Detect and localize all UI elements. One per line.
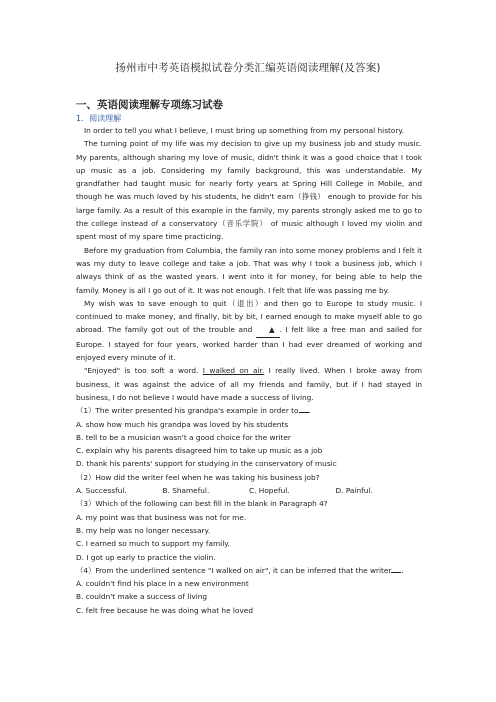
answer-blank [391, 565, 404, 575]
question-4-end: . [401, 565, 404, 575]
question-2-option-c: C. Hopeful. [249, 486, 290, 496]
question-1-text: （1）The writer presented his grandpa's example in order to [76, 406, 299, 416]
question-1-option-a: A. show how much his grandpa was loved by his students [76, 419, 289, 429]
question-4-text: （4）From the underlined sentence "I walked on air", it can be inferred that the writer [76, 565, 392, 575]
passage-paragraph-4 [76, 297, 422, 364]
passage-paragraph: Before my graduation from Columbia, the family ran into some money problems and I felt it was my duty to leave college and take a job. That was why I took a business job, which I always think of as the wasted years. I went into it for money, for being able to help the family. Money is all I go out of it. It was not enough. I felt that life was passing me by. [76, 245, 422, 295]
answer-blank [299, 405, 311, 416]
fill-in-blank: ▲ [256, 323, 280, 337]
question-1-option-d: D. thank his parents' support for studying in the conservatory of music [76, 459, 337, 469]
underlined-sentence: I walked on air. [202, 366, 265, 376]
question-3-option-a: A. my point was that business was not for me. [76, 512, 247, 522]
question-1-option-b: B. tell to be a musician wasn't a good choice for the writer [76, 432, 291, 442]
question-3-option-d: D. I got up early to practice the violin. [76, 552, 216, 562]
paragraph-4-text-end: . I felt like a free man and sailed for Europe. I stayed for four years, worked harder than I had ever dreamed of working and enjoyed every minute of it. [76, 325, 422, 363]
passage-paragraph-5 [76, 364, 422, 404]
question-2-stem: （2）How did the writer feel when he was taking his business job? [76, 472, 320, 482]
question-3-option-c: C. I earned so much to support my family. [76, 539, 230, 549]
question-3-option-b: B. my help was no longer necessary. [76, 525, 211, 535]
passage-body [76, 124, 422, 617]
question-4-option-a: A. couldn't find his place in a new environment [76, 579, 249, 589]
question-1-stem [76, 404, 422, 417]
question-3-stem: （3）Which of the following can best fill in the blank in Paragraph 4? [76, 499, 328, 509]
paragraph-5-text-end: I really lived. When I broke away from business, it was against the advice of all my friends and family, but if I had stayed in business, I do not believe I would have made a success of living. [76, 366, 422, 402]
question-subheading: 1．阅读理解 [76, 114, 122, 123]
question-4-option-c: C. felt free because he was doing what he loved [76, 605, 253, 615]
question-1-option-c: C. explain why his parents disagreed him to take up music as a job [76, 446, 323, 456]
section-heading: 一、英语阅读理解专项练习试卷 [76, 99, 223, 111]
page-title: 扬州市中考英语模拟试卷分类汇编英语阅读理解(及答案) [115, 62, 381, 74]
question-2-option-b: B. Shameful. [162, 486, 210, 496]
passage-paragraph: In order to tell you what I believe, I must bring up something from my personal history. [84, 126, 405, 135]
question-2-option-a: A. Successful. [76, 486, 127, 496]
question-2-option-d: D. Painful. [335, 486, 373, 496]
question-4-stem [76, 564, 422, 577]
question-1-end: . [308, 406, 311, 416]
paragraph-5-text-start: "Enjoyed" is too soft a word. [84, 366, 199, 376]
passage-paragraph: The turning point of my life was my decision to give up my business job and study music. My parents, although sharing my love of music, didn't think it was a good choice that I took up music as a job. Considering my family background, this was understandable. My grandfather had taught music for nearly forty years at Spring Hill College in Mobile, and though he was much loved by his students, he didn't earn（挣钱） enough to provide for his large family. As a result of this example in the family, my parents strongly asked me to go to the college instead of a conservatory（音乐学院） of music although I loved my violin and spent most of my spare time practicing. [76, 139, 422, 242]
question-4-option-b: B. couldn't make a success of living [76, 592, 208, 602]
paragraph-4-text-start: My wish was to save enough to quit（退出）and then go to Europe to study music. I continued to make money, and finally, bit by bit, I earned enough to make myself able to go abroad. The family got out of the trouble and [76, 298, 422, 335]
question-2-options [76, 484, 422, 497]
